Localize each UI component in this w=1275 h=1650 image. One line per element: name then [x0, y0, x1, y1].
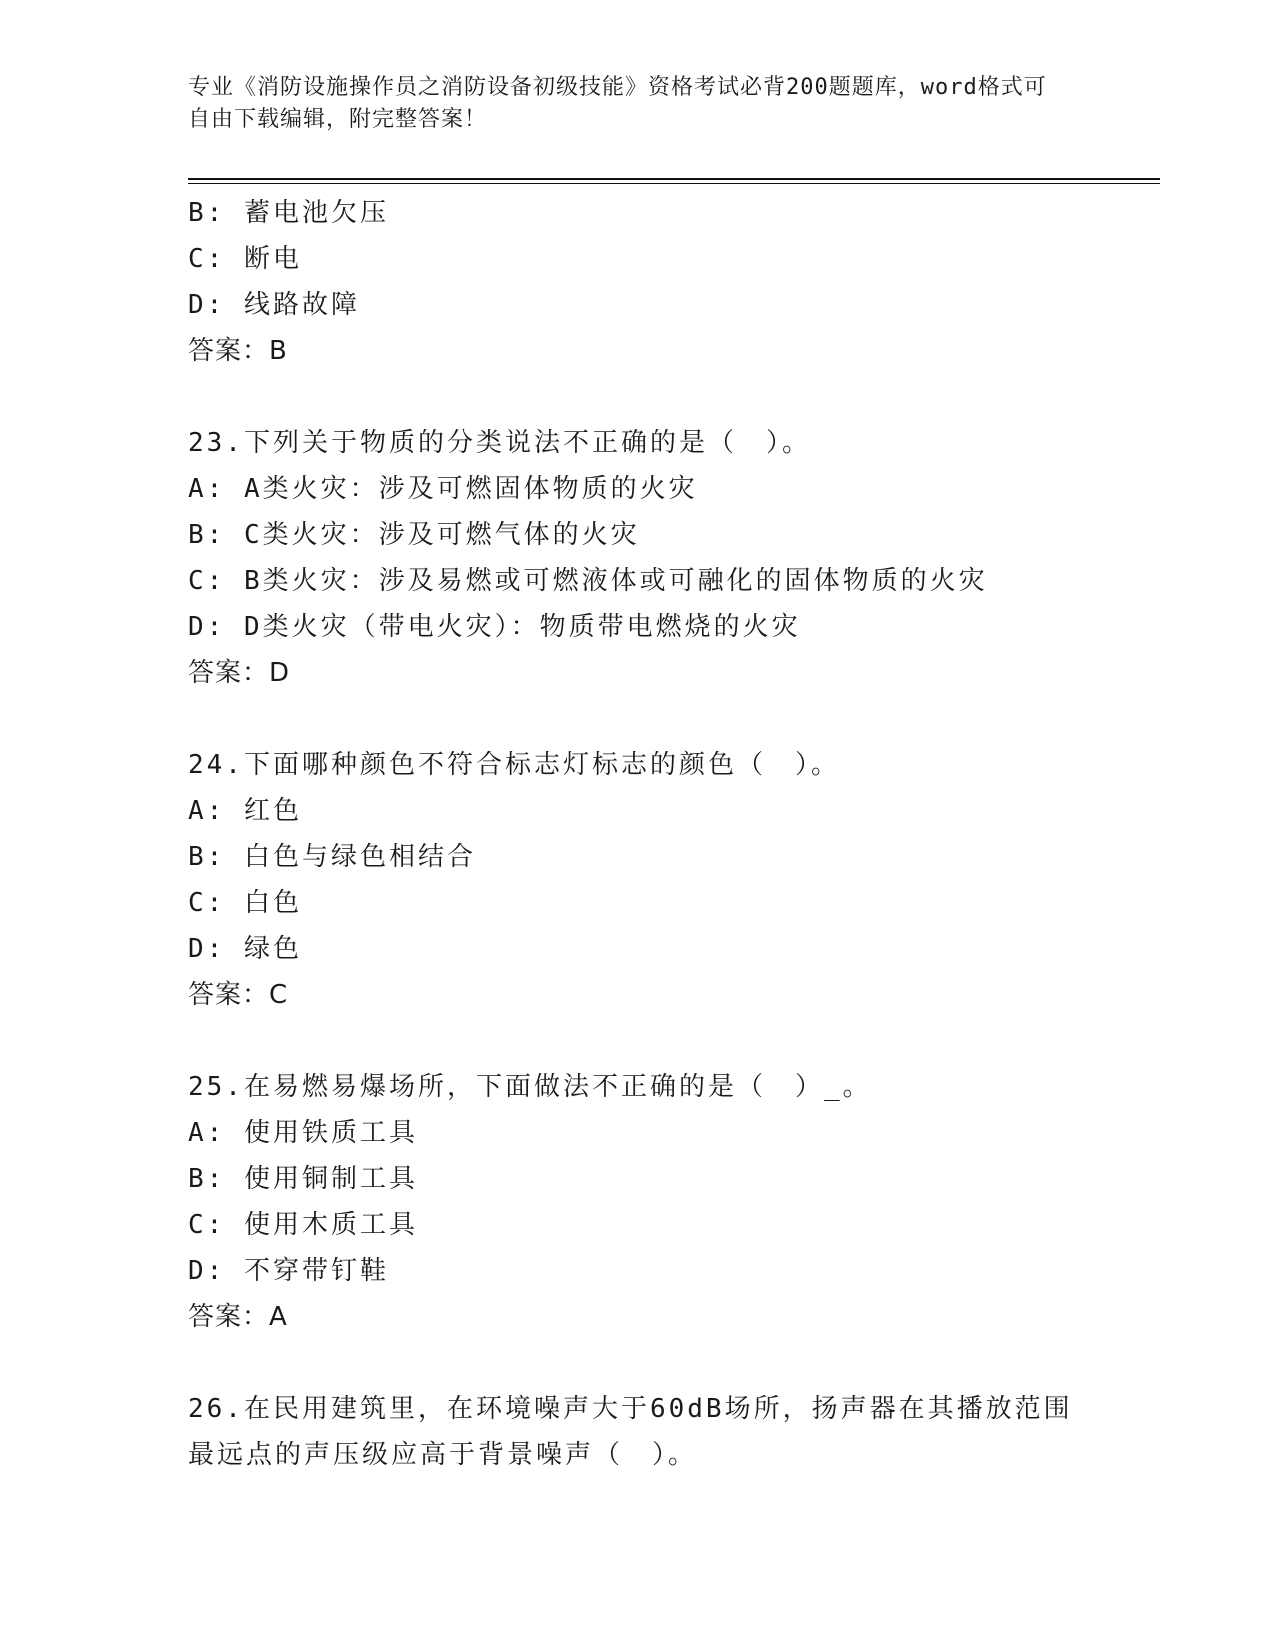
option-d: D: 绿色 [188, 934, 302, 964]
question-stem: 24.下面哪种颜色不符合标志灯标志的颜色（ ）。 [188, 750, 840, 780]
answer: 答案：A [188, 1302, 288, 1332]
option-d: D: 线路故障 [188, 290, 360, 320]
question-stem-line-2: 最远点的声压级应高于背景噪声（ ）。 [188, 1440, 698, 1470]
option-b: B: C类火灾：涉及可燃气体的火灾 [188, 520, 640, 550]
answer: 答案：C [188, 980, 289, 1010]
option-b: B: 使用铜制工具 [188, 1164, 418, 1194]
question-24 [188, 742, 1088, 1018]
option-c: C: 断电 [188, 244, 302, 274]
option-c: C: 白色 [188, 888, 302, 918]
option-b: B: 蓄电池欠压 [188, 198, 389, 228]
question-list [188, 190, 1088, 1478]
option-d: D: 不穿带钉鞋 [188, 1256, 389, 1286]
question-stem: 23.下列关于物质的分类说法不正确的是（ ）。 [188, 428, 811, 458]
option-a: A: 使用铁质工具 [188, 1118, 418, 1148]
question-26 [188, 1386, 1088, 1478]
answer: 答案：D [188, 658, 291, 688]
question-25 [188, 1064, 1088, 1340]
answer: 答案：B [188, 336, 288, 366]
option-b: B: 白色与绿色相结合 [188, 842, 476, 872]
header-divider-thick [188, 178, 1160, 180]
question-23 [188, 420, 1088, 696]
question-22-continuation [188, 190, 1088, 374]
option-a: A: 红色 [188, 796, 302, 826]
option-c: C: B类火灾：涉及易燃或可燃液体或可融化的固体物质的火灾 [188, 566, 988, 596]
header-divider-thin [188, 183, 1160, 184]
question-stem: 25.在易燃易爆场所，下面做法不正确的是（ ）_。 [188, 1072, 872, 1102]
option-c: C: 使用木质工具 [188, 1210, 418, 1240]
question-stem-line-1: 26.在民用建筑里，在环境噪声大于60dB场所，扬声器在其播放范围 [188, 1394, 1073, 1424]
option-d: D: D类火灾（带电火灾）：物质带电燃烧的火灾 [188, 612, 801, 642]
document-header: 专业《消防设施操作员之消防设备初级技能》资格考试必背200题题库，word格式可自由下载编辑，附完整答案！ [188, 75, 1047, 132]
option-a: A: A类火灾：涉及可燃固体物质的火灾 [188, 474, 698, 504]
